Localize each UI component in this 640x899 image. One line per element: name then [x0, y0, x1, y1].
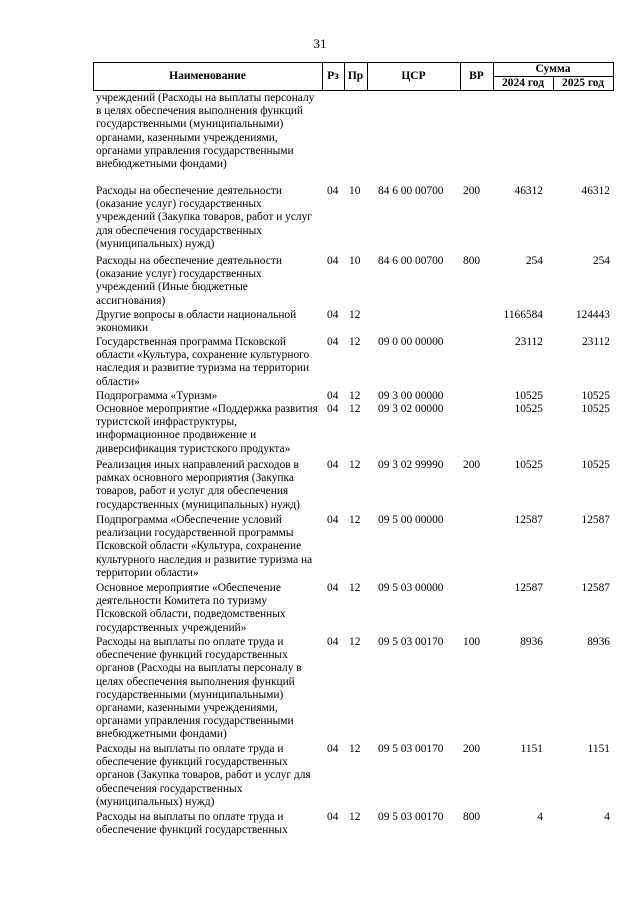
row-pr: 12 [349, 514, 361, 526]
row-name: Реализация иных направлений расходов в рамках основного мероприятия (Закупка товаров, работ и услуг для обеспечения государственных (муниципальных) нужд) [96, 459, 300, 511]
row-sum-2024: 10525 [514, 403, 543, 415]
row-csr: 84 6 00 00700 [378, 185, 444, 197]
row-sum-2025: 254 [592, 255, 610, 267]
row-pr: 12 [349, 459, 361, 471]
row-rz: 04 [327, 514, 339, 526]
row-rz: 04 [327, 390, 339, 402]
row-rz: 04 [327, 743, 339, 755]
row-vr: 200 [463, 459, 481, 471]
row-sum-2024: 46312 [514, 185, 543, 197]
header-2024: 2024 год [501, 77, 545, 89]
row-name: учреждений (Расходы на выплаты персоналу в целях обеспечения выполнения функций государственными (муниципальными) органами, казенными учреждениями, органами управления государственными внебюджетными фондами) [96, 92, 315, 171]
row-vr: 200 [463, 185, 481, 197]
row-name: Государственная программа Псковской области «Культура, сохранение культурного наследия и развитие туризма на территории области» [96, 336, 310, 388]
row-sum-2025: 23112 [581, 336, 610, 348]
row-sum-2024: 10525 [514, 390, 543, 402]
row-rz: 04 [327, 582, 339, 594]
row-name: Подпрограмма «Туризм» [96, 390, 218, 402]
row-name: Другие вопросы в области национальной экономики [96, 309, 297, 335]
header-sum: Сумма [535, 63, 571, 75]
row-pr: 12 [349, 336, 361, 348]
row-csr: 09 5 03 00170 [378, 811, 444, 823]
row-rz: 04 [327, 255, 339, 267]
row-sum-2024: 12587 [514, 514, 543, 526]
row-name: Расходы на выплаты по оплате труда и обеспечение функций государственных органов (Расходы на выплаты персоналу в целях обеспечения выполнения функций государственными (муниципальными) органами, казенными учреждениями, органами управления государственными внебюджетными фондами) [96, 636, 302, 741]
row-name: Расходы на обеспечение деятельности (оказание услуг) государственных учреждений (Закупка товаров, работ и услуг для обеспечения государственных (муниципальных) нужд) [96, 185, 312, 250]
row-pr: 12 [349, 309, 361, 321]
row-sum-2025: 46312 [581, 185, 610, 197]
row-sum-2024: 10525 [514, 459, 543, 471]
row-name: Расходы на выплаты по оплате труда и обеспечение функций государственных органов (Закупка товаров, работ и услуг для обеспечения государственных (муниципальных) нужд) [96, 743, 311, 808]
row-csr: 09 5 00 00000 [378, 514, 444, 526]
row-sum-2025: 1151 [587, 743, 610, 755]
row-sum-2024: 1166584 [503, 309, 543, 321]
row-sum-2024: 8936 [520, 636, 543, 648]
row-sum-2025: 10525 [581, 459, 610, 471]
row-sum-2025: 124443 [575, 309, 610, 321]
row-name: Основное мероприятие «Поддержка развития туристской инфраструктуры, информационное продвижение и диверсификация туристского продукта» [96, 403, 318, 455]
row-sum-2025: 12587 [581, 582, 610, 594]
header-pr: Пр [347, 70, 364, 82]
row-pr: 12 [349, 743, 361, 755]
row-rz: 04 [327, 459, 339, 471]
row-sum-2024: 1151 [520, 743, 543, 755]
row-csr: 84 6 00 00700 [378, 255, 444, 267]
row-vr: 200 [463, 743, 481, 755]
header-rz: Рз [327, 70, 339, 82]
header-csr: ЦСР [401, 70, 426, 82]
row-pr: 12 [349, 582, 361, 594]
row-pr: 10 [349, 255, 361, 267]
row-name: Расходы на выплаты по оплате труда и обеспечение функций государственных [96, 811, 288, 837]
row-pr: 12 [349, 390, 361, 402]
row-csr: 09 5 03 00000 [378, 582, 444, 594]
row-sum-2024: 4 [537, 811, 543, 823]
row-pr: 12 [349, 811, 361, 823]
header-name: Наименование [169, 70, 246, 82]
row-sum-2025: 10525 [581, 390, 610, 402]
row-csr: 09 5 03 00170 [378, 636, 444, 648]
row-sum-2025: 4 [604, 811, 610, 823]
row-pr: 10 [349, 185, 361, 197]
row-vr: 800 [463, 811, 481, 823]
row-rz: 04 [327, 811, 339, 823]
row-csr: 09 3 00 00000 [378, 390, 444, 402]
row-rz: 04 [327, 336, 339, 348]
row-name: Основное мероприятие «Обеспечение деятельности Комитета по туризму Псковской области, подведомственных государственных учреждений» [96, 582, 286, 634]
row-name: Расходы на обеспечение деятельности (оказание услуг) государственных учреждений (Иные бюджетные ассигнования) [96, 255, 282, 307]
row-pr: 12 [349, 636, 361, 648]
header-2025: 2025 год [561, 77, 605, 89]
row-csr: 09 5 03 00170 [378, 743, 444, 755]
row-sum-2024: 12587 [514, 582, 543, 594]
header-vr: ВР [469, 70, 484, 82]
row-csr: 09 3 02 99990 [378, 459, 444, 471]
row-sum-2025: 10525 [581, 403, 610, 415]
row-rz: 04 [327, 636, 339, 648]
row-sum-2025: 12587 [581, 514, 610, 526]
row-csr: 09 3 02 00000 [378, 403, 444, 415]
row-rz: 04 [327, 403, 339, 415]
row-vr: 100 [463, 636, 481, 648]
row-csr: 09 0 00 00000 [378, 336, 444, 348]
row-pr: 12 [349, 403, 361, 415]
row-name: Подпрограмма «Обеспечение условий реализации государственной программы Псковской области «Культура, сохранение культурного наследия и развитие туризма на территории области» [96, 514, 313, 579]
row-sum-2025: 8936 [587, 636, 610, 648]
page-number: 31 [313, 36, 327, 51]
row-sum-2024: 254 [525, 255, 543, 267]
row-rz: 04 [327, 185, 339, 197]
row-vr: 800 [463, 255, 481, 267]
row-rz: 04 [327, 309, 339, 321]
row-sum-2024: 23112 [514, 336, 543, 348]
